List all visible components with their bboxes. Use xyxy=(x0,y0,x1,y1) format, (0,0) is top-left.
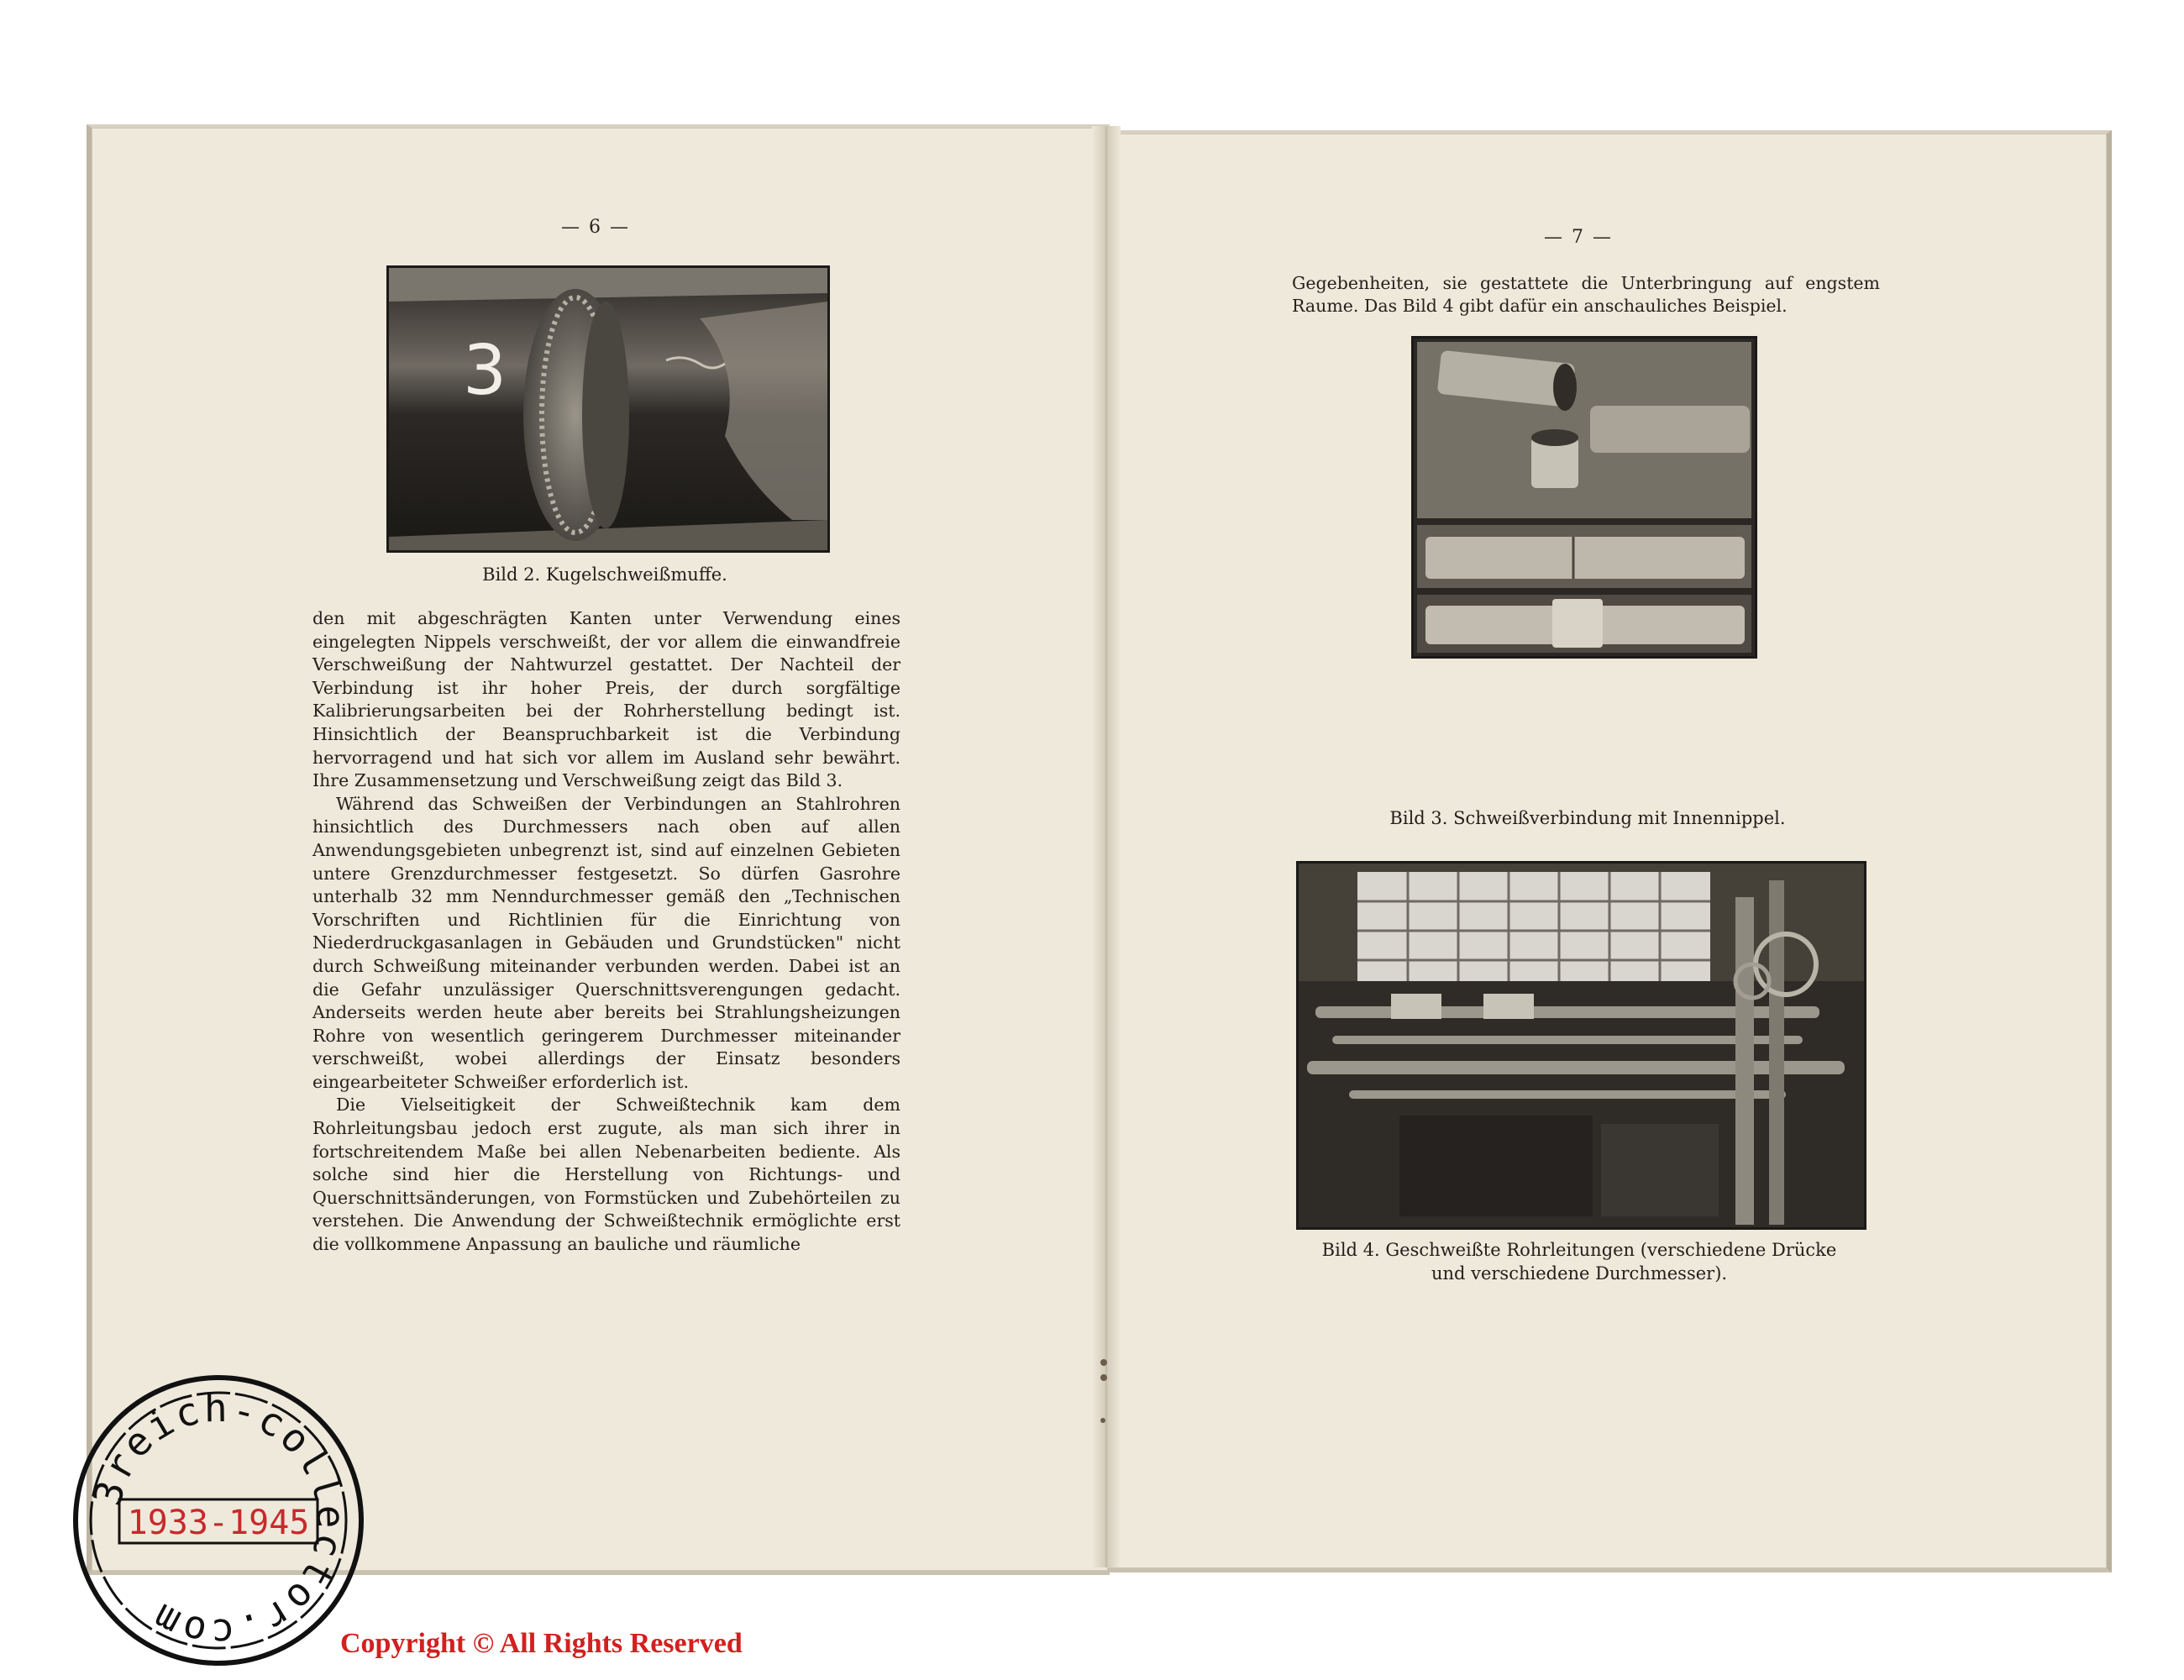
collector-stamp xyxy=(59,1361,378,1680)
factory-pipework-illustration xyxy=(1299,864,1864,1227)
stamp-ring-text: 3reich-collector.com xyxy=(84,1384,354,1656)
figure-2-photo xyxy=(386,265,830,553)
staple-mark xyxy=(1100,1418,1105,1423)
pipe-nipple-illustration xyxy=(1414,339,1755,656)
painted-number: 3 xyxy=(463,331,507,411)
paragraph: den mit abgeschrägten Kanten unter Verwendung eines eingelegten Nippels verschweißt, der vor allem die einwandfreie Verschweißung der Nahtwurzel gestattet. Der Nachteil der Verbindung ist ihr hoher Preis, der durch sorgfältige Kalibrierungsarbeiten bei der Rohrherstellung bedingt ist. Hinsichtlich der Beanspruchbarkeit ist die Verbindung hervorragend und hat sich vor allem im Ausland sehr bewährt. Ihre Zusammensetzung und Verschweißung zeigt das Bild 3. xyxy=(312,608,900,791)
figure-2-caption: Bild 2. Kugelschweißmuffe. xyxy=(482,564,727,585)
stamp-years: 1933-1945 xyxy=(127,1504,310,1542)
page-number-right: — 7 — xyxy=(1544,227,1613,248)
figure-4-caption xyxy=(1277,1238,1882,1285)
pipe-socket-illustration xyxy=(389,268,827,550)
figure-4-caption-line: Bild 4. Geschweißte Rohrleitungen (verschiedene Drücke xyxy=(1321,1240,1837,1260)
figure-4-photo xyxy=(1296,861,1866,1230)
right-intro-text: Gegebenheiten, sie gestattete die Unterbringung auf engstem Raume. Das Bild 4 gibt dafür ein anschauliches Beispiel. xyxy=(1292,273,1880,316)
book-gutter xyxy=(1092,126,1121,1567)
staple-mark xyxy=(1100,1359,1107,1366)
page-number-left: — 6 — xyxy=(561,217,630,238)
figure-3-caption: Bild 3. Schweißverbindung mit Innennippel. xyxy=(1389,808,1786,828)
paragraph: Während das Schweißen der Verbindungen an Stahlrohren hinsichtlich des Durchmessers nach oben auf allen Anwendungsgebieten unbegrenzt ist, sind auf einzelnen Gebieten untere Grenzdurchmesser festgesetzt. So dürfen Gasrohre unterhalb 32 mm Nenndurchmesser gemäß den „Technischen Vorschriften und Richtlinien für die Einrichtung von Niederdruckgasanlagen in Gebäuden und Grundstücken" nicht durch Schweißung miteinander verbunden werden. Dabei ist an die Gefahr unzulässiger Querschnittsverengungen gedacht. Anderseits werden heute aber bereits bei Strahlungsheizungen Rohre von wesentlich geringerem Durchmesser miteinander verschweißt, wobei allerdings der Einsatz besonders eingearbeiteter Schweißer erforderlich ist. xyxy=(312,793,900,1092)
figure-3-photo xyxy=(1411,336,1757,659)
left-body-text xyxy=(312,607,900,1257)
figure-4-caption-line: und verschiedene Durchmesser). xyxy=(1431,1263,1728,1284)
copyright-notice: Copyright © All Rights Reserved xyxy=(340,1628,743,1659)
staple-mark xyxy=(1100,1374,1107,1381)
paragraph: Die Vielseitigkeit der Schweißtechnik kam dem Rohrleitungsbau jedoch erst zugute, als man sich ihrer in fortschreitendem Maße bei allen Nebenarbeiten bediente. Als solche sind hier die Herstellung von Richtungs- und Querschnittsänderungen, von Formstücken und Zubehörteilen zu verstehen. Die Anwendung der Schweißtechnik ermöglichte erst die vollkommene Anpassung an bauliche und räumliche xyxy=(312,1095,900,1255)
